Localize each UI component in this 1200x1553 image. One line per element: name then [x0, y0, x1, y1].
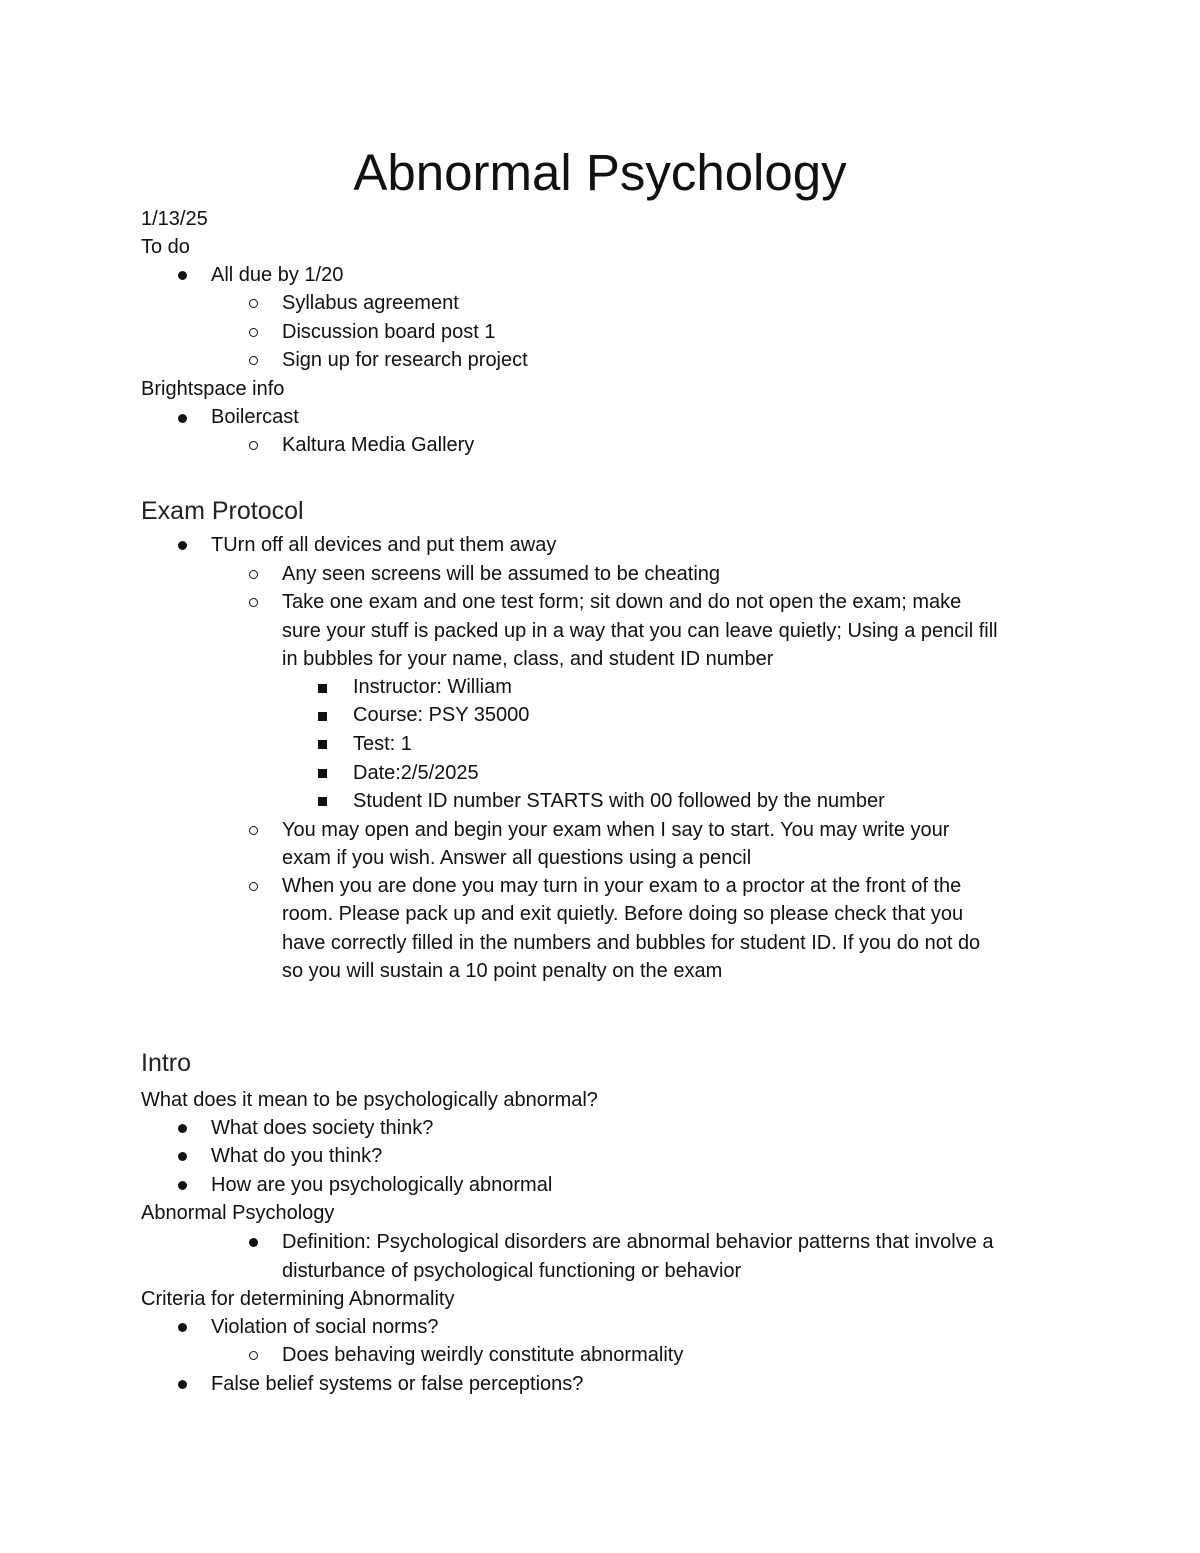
circle-bullet-icon — [249, 441, 258, 450]
exam-detail-item: Instructor: William — [353, 676, 512, 698]
intro-question-item: What do you think? — [211, 1145, 383, 1167]
intro-question-item: What does society think? — [211, 1117, 434, 1139]
circle-bullet-icon — [249, 328, 258, 337]
exam-done-line: room. Please pack up and exit quietly. Before doing so please check that you — [282, 903, 964, 925]
exam-screens-item: Any seen screens will be assumed to be cheating — [282, 563, 721, 585]
intro-question: What does it mean to be psychologically abnormal? — [141, 1089, 598, 1111]
brightspace-item: Boilercast — [211, 406, 299, 428]
disc-bullet-icon — [178, 271, 187, 280]
square-bullet-icon — [318, 684, 327, 693]
disc-bullet-icon — [178, 1380, 187, 1389]
criteria-item: False belief systems or false perceptions? — [211, 1373, 584, 1395]
intro-question-item: How are you psychologically abnormal — [211, 1174, 553, 1196]
criteria-item: Violation of social norms? — [211, 1316, 439, 1338]
exam-detail-item: Student ID number STARTS with 00 followed by the number — [353, 790, 885, 812]
disc-bullet-icon — [178, 1323, 187, 1332]
disc-bullet-icon — [178, 414, 187, 423]
criteria-label: Criteria for determining Abnormality — [141, 1288, 455, 1310]
exam-open-line: You may open and begin your exam when I say to start. You may write your — [282, 819, 950, 841]
exam-done-line: When you are done you may turn in your exam to a proctor at the front of the — [282, 875, 962, 897]
exam-done-line: have correctly filled in the numbers and bubbles for student ID. If you do not do — [282, 932, 981, 954]
square-bullet-icon — [318, 712, 327, 721]
circle-bullet-icon — [249, 1351, 258, 1360]
brightspace-sub: Kaltura Media Gallery — [282, 434, 475, 456]
exam-protocol-heading: Exam Protocol — [141, 497, 304, 525]
disc-bullet-icon — [178, 1152, 187, 1161]
exam-main-item: TUrn off all devices and put them away — [211, 534, 557, 556]
square-bullet-icon — [318, 797, 327, 806]
circle-bullet-icon — [249, 882, 258, 891]
circle-bullet-icon — [249, 826, 258, 835]
square-bullet-icon — [318, 740, 327, 749]
todo-due: All due by 1/20 — [211, 264, 344, 286]
abnormal-psych-label: Abnormal Psychology — [141, 1202, 335, 1224]
exam-detail-item: Test: 1 — [353, 733, 412, 755]
exam-take-line: Take one exam and one test form; sit down and do not open the exam; make — [282, 591, 962, 613]
todo-item: Syllabus agreement — [282, 292, 459, 314]
document-title: Abnormal Psychology — [353, 144, 847, 201]
todo-item: Sign up for research project — [282, 349, 528, 371]
disc-bullet-icon — [249, 1238, 258, 1247]
circle-bullet-icon — [249, 570, 258, 579]
square-bullet-icon — [318, 769, 327, 778]
circle-bullet-icon — [249, 598, 258, 607]
exam-detail-item: Date:2/5/2025 — [353, 762, 479, 784]
disc-bullet-icon — [178, 1124, 187, 1133]
exam-take-line: sure your stuff is packed up in a way that you can leave quietly; Using a pencil fill — [282, 620, 998, 642]
date-text: 1/13/25 — [141, 208, 208, 230]
exam-open-line: exam if you wish. Answer all questions using a pencil — [282, 847, 752, 869]
disc-bullet-icon — [178, 1181, 187, 1190]
brightspace-label: Brightspace info — [141, 378, 285, 400]
circle-bullet-icon — [249, 299, 258, 308]
intro-heading: Intro — [141, 1049, 192, 1077]
circle-bullet-icon — [249, 356, 258, 365]
exam-detail-item: Course: PSY 35000 — [353, 704, 530, 726]
definition-line: Definition: Psychological disorders are abnormal behavior patterns that involve a — [282, 1231, 994, 1253]
definition-line: disturbance of psychological functioning or behavior — [282, 1260, 742, 1282]
todo-label: To do — [141, 236, 190, 258]
exam-take-line: in bubbles for your name, class, and student ID number — [282, 648, 774, 670]
criteria-sub-item: Does behaving weirdly constitute abnormality — [282, 1344, 684, 1366]
disc-bullet-icon — [178, 541, 187, 550]
todo-item: Discussion board post 1 — [282, 321, 496, 343]
exam-done-line: so you will sustain a 10 point penalty on the exam — [282, 960, 723, 982]
